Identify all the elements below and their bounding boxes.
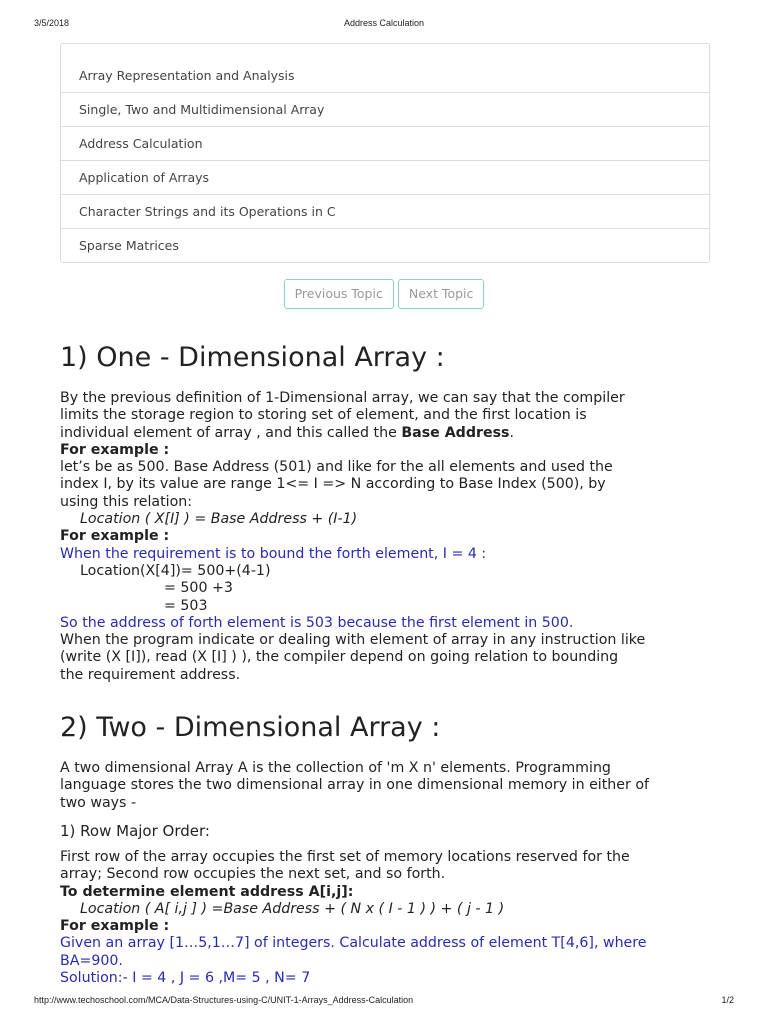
text-span: individual element of array , and this called the: [60, 424, 402, 441]
topic-item-character-strings[interactable]: Character Strings and its Operations in C: [61, 195, 709, 229]
section-heading-two-dimensional: 2) Two - Dimensional Array :: [60, 712, 441, 744]
requirement-text: When the requirement is to bound the forth element, I = 4 :: [60, 545, 487, 562]
topic-item-multidimensional-array[interactable]: Single, Two and Multidimensional Array: [61, 93, 709, 127]
text-line: array; Second row occupies the next set, and so forth.: [60, 866, 446, 883]
text-line: A two dimensional Array A is the collection of 'm X n' elements. Programming: [60, 760, 611, 777]
text-line: By the previous definition of 1-Dimensional array, we can say that the compiler: [60, 390, 625, 406]
calculation-line: = 503: [164, 597, 208, 614]
text-line: [60, 425, 710, 442]
next-topic-button[interactable]: Next Topic: [398, 279, 485, 309]
base-address-term: Base Address: [401, 424, 510, 441]
text-line: let’s be as 500. Base Address (501) and like for the all elements and used the: [60, 459, 613, 476]
print-title: Address Calculation: [343, 18, 425, 28]
example-label: For example :: [60, 528, 170, 545]
topic-item-sparse-matrices[interactable]: Sparse Matrices: [79, 238, 179, 253]
text-line: language stores the two dimensional array in one dimensional memory in either of: [60, 777, 650, 794]
given-text: Given an array [1…5,1…7] of integers. Calculate address of element T[4,6], where: [60, 935, 647, 952]
calculation-line: Location(X[4])= 500+(4-1): [80, 562, 271, 579]
calculation-line: = 500 +3: [164, 580, 233, 597]
text-line: (write (X [I]), read (X [I] ) ), the compiler depend on going relation to bounding: [60, 649, 619, 666]
section-heading-one-dimensional: 1) One - Dimensional Array :: [60, 342, 445, 373]
print-page-number: 1/2: [721, 995, 734, 1005]
conclusion-text: So the address of forth element is 503 because the first element in 500.: [60, 614, 574, 631]
text-line: the requirement address.: [60, 666, 241, 683]
given-text: BA=900.: [60, 952, 123, 969]
formula-1d: Location ( X[I] ) = Base Address + (I-1): [80, 511, 358, 528]
solution-text: Solution:- I = 4 , J = 6 ,M= 5 , N= 7: [60, 970, 311, 987]
print-footer: [34, 995, 734, 1007]
article-content: [60, 338, 710, 987]
determine-label: To determine element address A[i,j]:: [60, 883, 354, 900]
text-line: limits the storage region to storing set of element, and the first location is: [60, 407, 587, 424]
example-label: For example :: [60, 441, 170, 458]
topic-pager: [0, 279, 768, 309]
subheading-row-major-order: 1) Row Major Order:: [60, 821, 210, 840]
example-label: For example :: [60, 918, 170, 935]
topic-item-array-representation[interactable]: Array Representation and Analysis: [61, 59, 709, 93]
previous-topic-button[interactable]: Previous Topic: [284, 279, 394, 309]
text-line: First row of the array occupies the first set of memory locations reserved for the: [60, 848, 630, 865]
text-line: index I, by its value are range 1<= I => N according to Base Index (500), by: [60, 476, 606, 493]
print-header: [34, 18, 734, 30]
print-date: 3/5/2018: [34, 18, 70, 28]
topic-list: [60, 43, 710, 263]
section1-intro: [60, 390, 710, 442]
text-line: using this relation:: [60, 493, 193, 510]
text-line: two ways -: [60, 794, 137, 811]
text-span: .: [509, 424, 515, 441]
print-url: http://www.techoschool.com/MCA/Data-Structures-using-C/UNIT-1-Arrays_Address-Calculation: [34, 995, 414, 1005]
formula-2d: Location ( A[ i,j ] ) =Base Address + ( N x ( I - 1 ) ) + ( j - 1 ): [80, 900, 505, 917]
topic-item-address-calculation[interactable]: Address Calculation: [61, 127, 709, 161]
text-line: When the program indicate or dealing with element of array in any instruction like: [60, 632, 646, 649]
topic-item-application-of-arrays[interactable]: Application of Arrays: [61, 161, 709, 195]
